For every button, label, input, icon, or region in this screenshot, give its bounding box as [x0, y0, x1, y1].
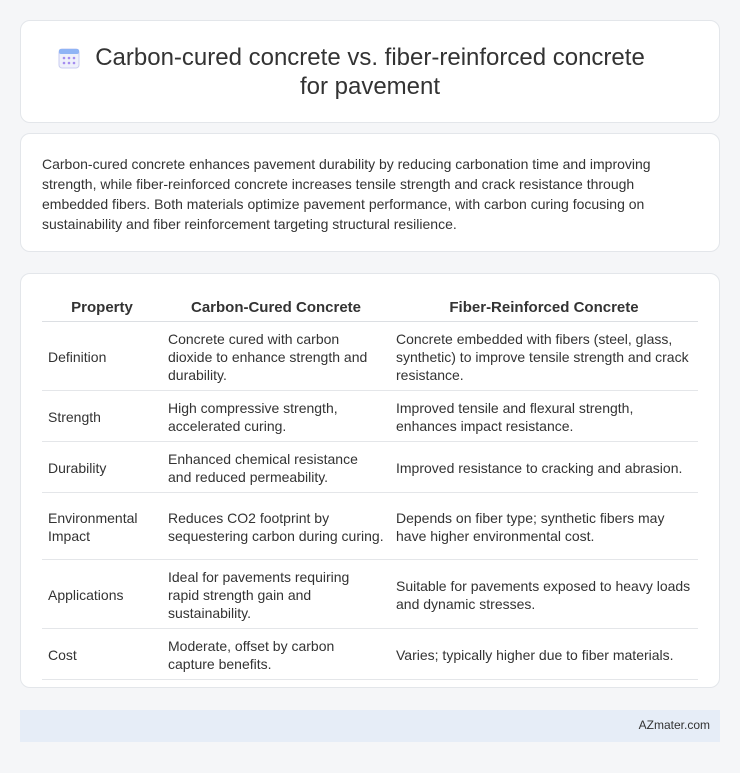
summary-card	[20, 133, 720, 252]
table-cell-fiber-reinforced: Improved resistance to cracking and abrasion.	[390, 442, 698, 493]
column-header-property: Property	[42, 295, 162, 322]
table-cell-fiber-reinforced: Concrete embedded with fibers (steel, glass, synthetic) to improve tensile strength and crack resistance.	[390, 322, 698, 391]
table-row	[42, 629, 698, 680]
table-cell-fiber-reinforced: Varies; typically higher due to fiber materials.	[390, 629, 698, 680]
table-cell-fiber-reinforced: Depends on fiber type; synthetic fibers may have higher environmental cost.	[390, 493, 698, 560]
column-header-fiber-reinforced: Fiber-Reinforced Concrete	[390, 295, 698, 322]
table-cell-property: Durability	[42, 442, 162, 493]
table-row	[42, 391, 698, 442]
table-cell-carbon-cured: High compressive strength, accelerated curing.	[162, 391, 390, 442]
table-cell-property: Strength	[42, 391, 162, 442]
page-title: Carbon-cured concrete vs. fiber-reinforced concrete for pavement	[95, 44, 645, 100]
footer-bar	[20, 710, 720, 742]
table-row	[42, 493, 698, 560]
column-header-carbon-cured: Carbon-Cured Concrete	[162, 295, 390, 322]
table-cell-carbon-cured: Enhanced chemical resistance and reduced permeability.	[162, 442, 390, 493]
table-cell-fiber-reinforced: Suitable for pavements exposed to heavy loads and dynamic stresses.	[390, 560, 698, 629]
footer-brand: AZmater.com	[638, 718, 710, 732]
table-cell-property: Cost	[42, 629, 162, 680]
table-cell-property: Environmental Impact	[42, 493, 162, 560]
table-cell-carbon-cured: Ideal for pavements requiring rapid strength gain and sustainability.	[162, 560, 390, 629]
table-cell-carbon-cured: Concrete cured with carbon dioxide to enhance strength and durability.	[162, 322, 390, 391]
table-row	[42, 560, 698, 629]
table-cell-fiber-reinforced: Improved tensile and flexural strength, enhances impact resistance.	[390, 391, 698, 442]
table-row	[42, 322, 698, 391]
table-cell-property: Applications	[42, 560, 162, 629]
title-card	[20, 20, 720, 123]
table-cell-carbon-cured: Reduces CO2 footprint by sequestering carbon during curing.	[162, 493, 390, 560]
table-cell-carbon-cured: Moderate, offset by carbon capture benefits.	[162, 629, 390, 680]
table-header-row	[42, 295, 698, 322]
comparison-table-card	[20, 273, 720, 688]
table-row	[42, 442, 698, 493]
summary-text: Carbon-cured concrete enhances pavement durability by reducing carbonation time and improving strength, while fiber-reinforced concrete increases tensile strength and crack resistance through embedded fibers. Both materials optimize pavement performance, with carbon curing focusing on sustainability and fiber reinforcement targeting structural resilience.	[42, 156, 651, 232]
comparison-table	[42, 295, 698, 680]
table-cell-property: Definition	[42, 322, 162, 391]
